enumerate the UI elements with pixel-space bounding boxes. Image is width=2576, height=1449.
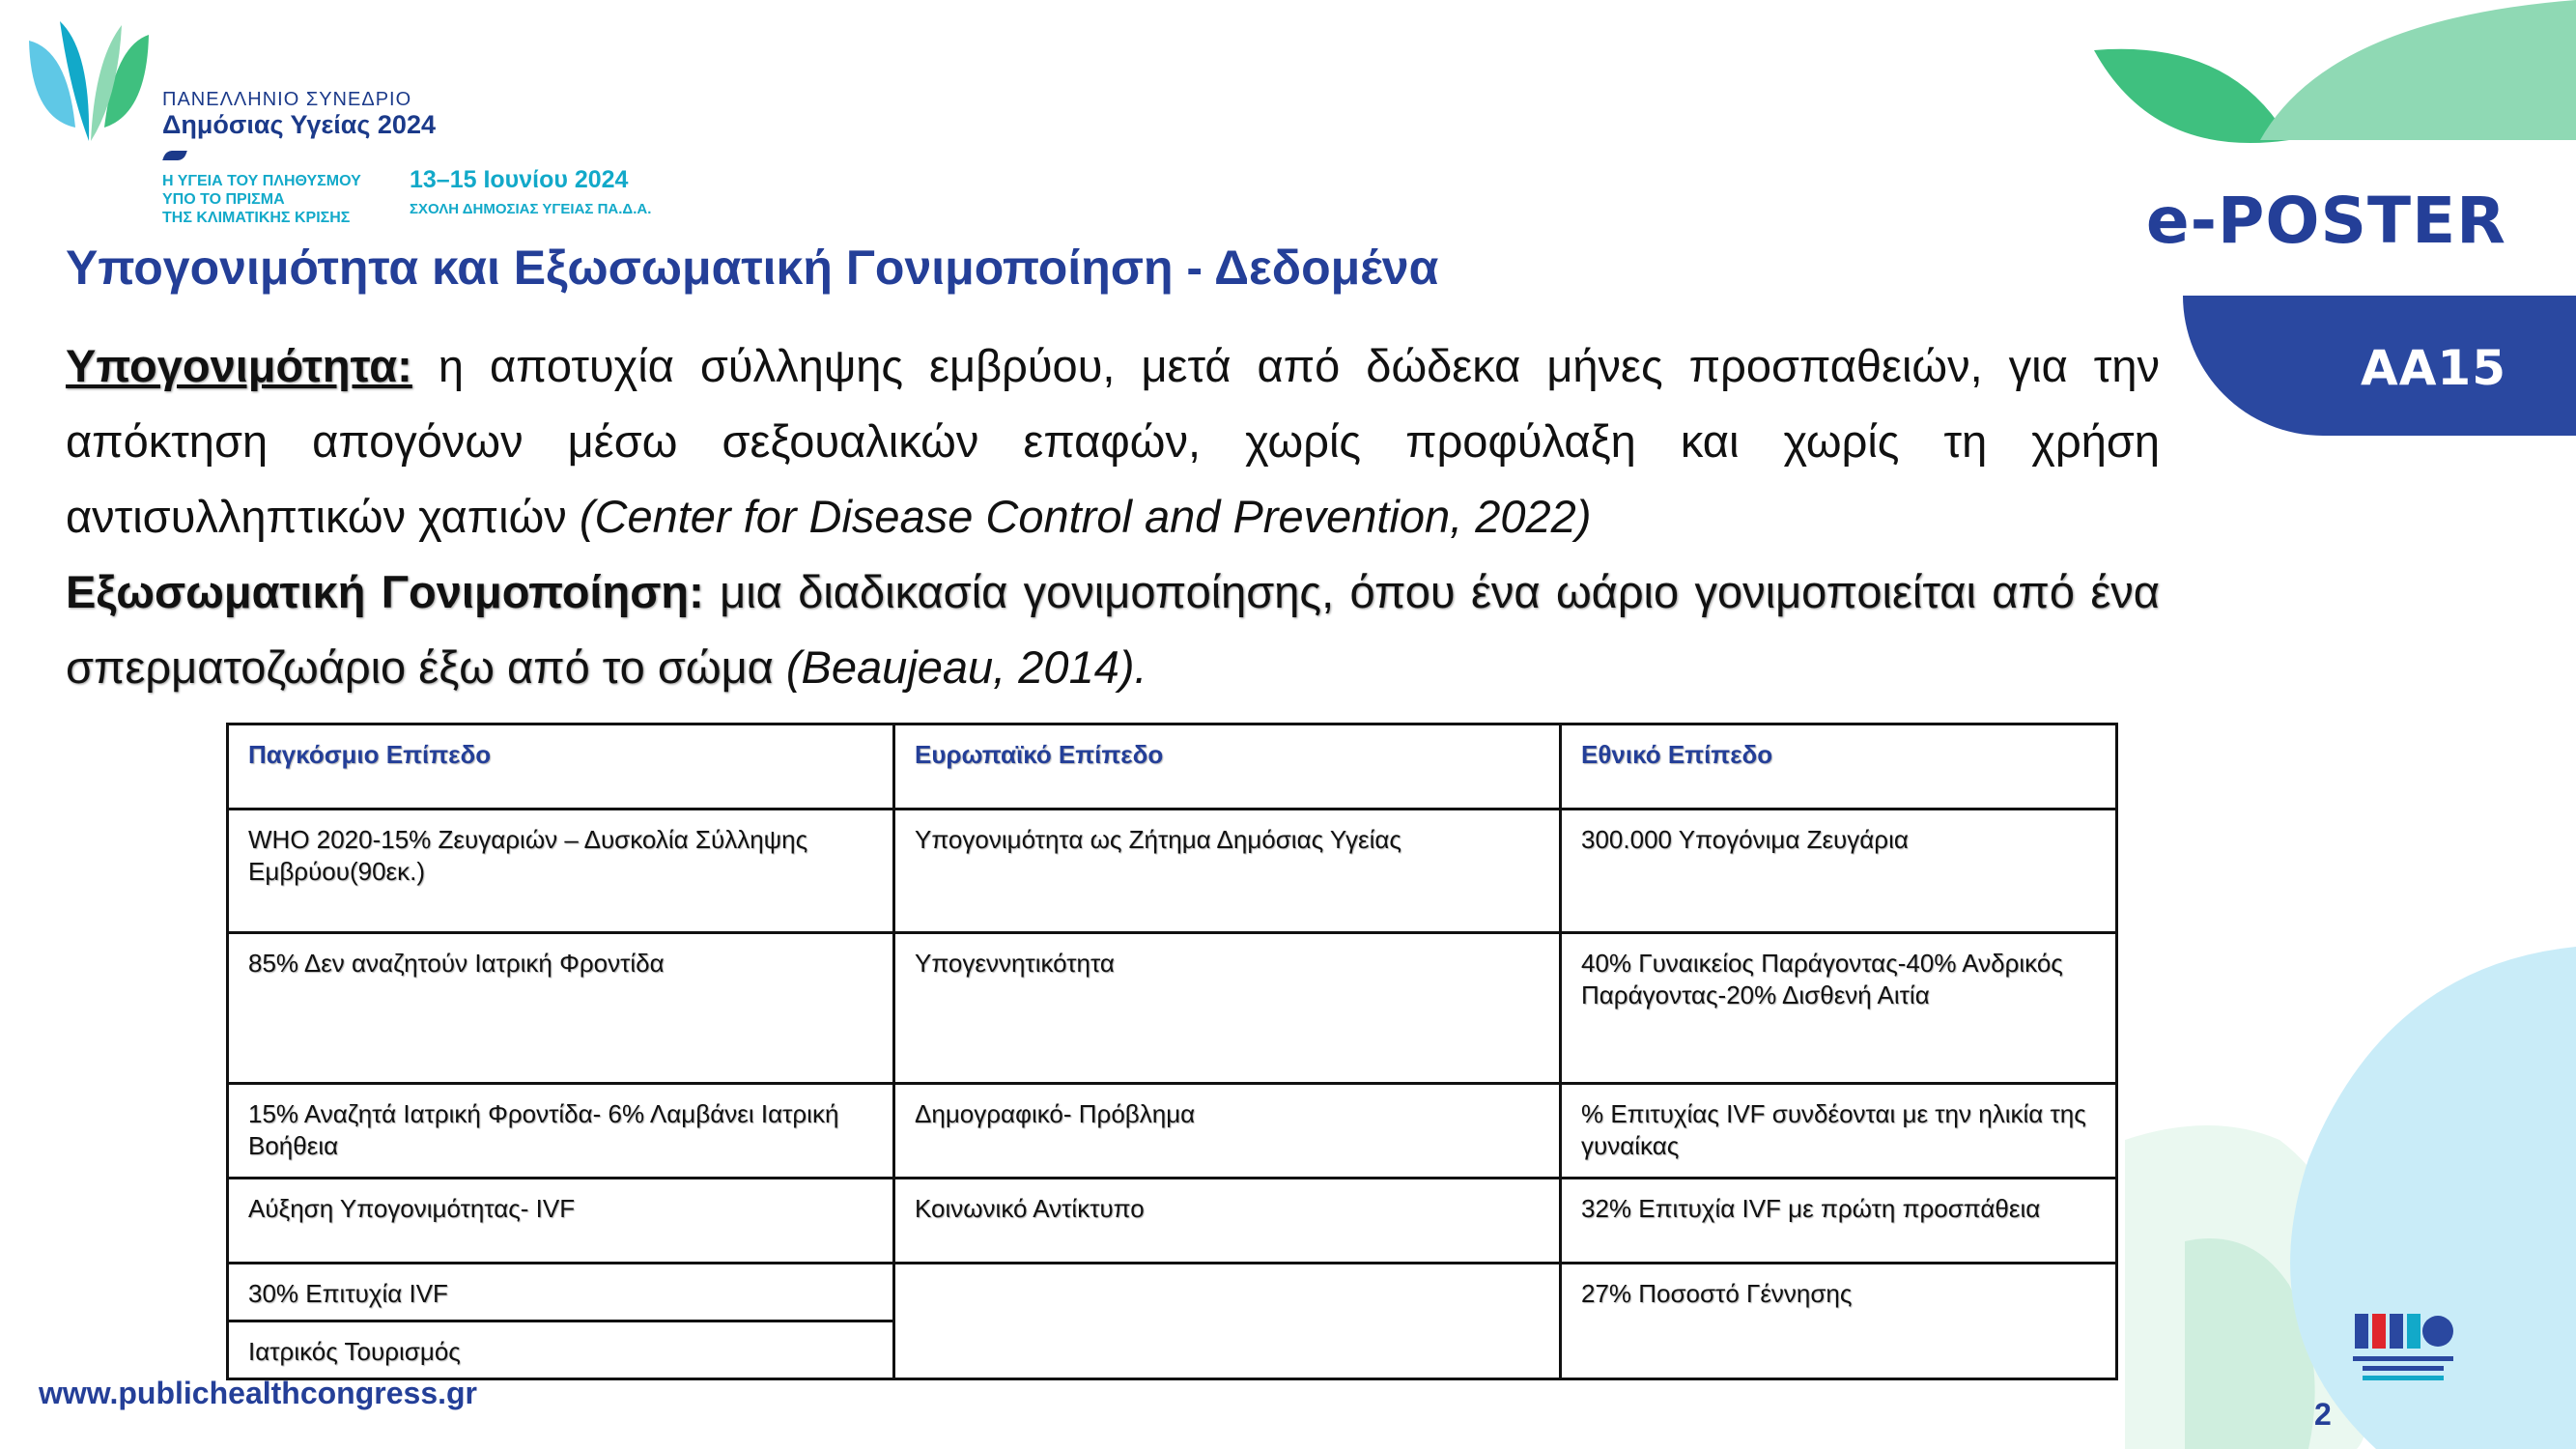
header-global: Παγκόσμιο Επίπεδο xyxy=(228,724,894,810)
table-cell: Υπογονιμότητα ως Ζήτημα Δημόσιας Υγείας xyxy=(894,810,1561,933)
table-cell: Δημογραφικό- Πρόβλημα xyxy=(894,1084,1561,1179)
definitions-paragraph xyxy=(66,328,2160,705)
table-cell: % Επιτυχίας IVF συνδέονται με την ηλικία της γυναίκας xyxy=(1561,1084,2117,1179)
term-infertility xyxy=(66,340,412,391)
definition-ivf: μια διαδικασία γονιμοποίησης, όπου ένα ωάριο γονιμοποιείται από ένα σπερματοζωάριο έξω από το σώμα xyxy=(66,566,2160,693)
congress-name-line1: ΠΑΝΕΛΛΗΝΙΟ ΣΥΝΕΔΡΙΟ xyxy=(162,89,412,110)
table-cell: 30% Επιτυχία IVF xyxy=(228,1264,894,1321)
term-infertility-text: Υπογονιμότητα: xyxy=(66,340,412,391)
page-number: 2 xyxy=(2314,1397,2332,1432)
table-row xyxy=(228,1084,2117,1179)
table-cell-empty xyxy=(894,1264,1561,1379)
reference-cdc: (Center for Disease Control and Prevention, 2022) xyxy=(579,491,1592,542)
congress-name-line2: Δημόσιας Υγείας 2024 xyxy=(162,110,436,139)
table-cell: 32% Επιτυχία IVF με πρώτη προσπάθεια xyxy=(1561,1179,2117,1264)
table-cell: Κοινωνικό Αντίκτυπο xyxy=(894,1179,1561,1264)
header-european: Ευρωπαϊκό Επίπεδο xyxy=(894,724,1561,810)
society-logo-svg xyxy=(2345,1310,2461,1389)
congress-school: ΣΧΟΛΗ ΔΗΜΟΣΙΑΣ ΥΓΕΙΑΣ ΠΑ.Δ.Α. xyxy=(410,201,652,217)
statistics-table xyxy=(226,723,2118,1380)
term-ivf: Εξωσωματική Γονιμοποίηση: xyxy=(66,566,704,617)
congress-subtitle xyxy=(162,172,361,227)
header-national: Εθνικό Επίπεδο xyxy=(1561,724,2117,810)
poster-code: ΑΑ15 xyxy=(2361,340,2506,396)
table-row xyxy=(228,1264,2117,1321)
leaf-green-shape xyxy=(2094,49,2289,143)
table-header-row xyxy=(228,724,2117,810)
table-cell: WHO 2020-15% Ζευγαριών – Δυσκολία Σύλληψης Εμβρύου(90εκ.) xyxy=(228,810,894,933)
table-row xyxy=(228,1179,2117,1264)
website-link[interactable]: www.publichealthcongress.gr xyxy=(39,1376,477,1410)
table-cell: 27% Ποσοστό Γέννησης xyxy=(1561,1264,2117,1379)
table-row xyxy=(228,810,2117,933)
table-cell: Αύξηση Υπογονιμότητας- IVF xyxy=(228,1179,894,1264)
eposter-label: e-POSTER xyxy=(2145,184,2506,258)
table-cell: 300.000 Υπογόνιμα Ζευγάρια xyxy=(1561,810,2117,933)
congress-subtitle-line: Η ΥΓΕΙΑ ΤΟΥ ΠΛΗΘΥΣΜΟΥ xyxy=(162,173,361,189)
table-row xyxy=(228,933,2117,1084)
leaf-mint-shape xyxy=(2260,0,2576,140)
leaf-logo-icon xyxy=(21,21,156,147)
slide-title: Υπογονιμότητα και Εξωσωματική Γονιμοποίηση - Δεδομένα xyxy=(66,241,1439,295)
table-cell: 85% Δεν αναζητούν Ιατρική Φροντίδα xyxy=(228,933,894,1084)
table-cell: Ιατρικός Τουρισμός xyxy=(228,1321,894,1379)
congress-subtitle-line: ΥΠΟ ΤΟ ΠΡΙΣΜΑ xyxy=(162,191,285,208)
reference-beaujeau: (Beaujeau, 2014). xyxy=(773,641,1147,693)
congress-dates: 13–15 Ιουνίου 2024 xyxy=(410,166,629,193)
society-logo-icon xyxy=(2345,1310,2461,1389)
table-cell: Υπογεννητικότητα xyxy=(894,933,1561,1084)
table-cell: 15% Αναζητά Ιατρική Φροντίδα- 6% Λαμβάνει Ιατρική Βοήθεια xyxy=(228,1084,894,1179)
congress-subtitle-line: ΤΗΣ ΚΛΙΜΑΤΙΚΗΣ ΚΡΙΣΗΣ xyxy=(162,210,351,226)
table-cell: 40% Γυναικείος Παράγοντας-40% Ανδρικός Παράγοντας-20% Δισθενή Αιτία xyxy=(1561,933,2117,1084)
definition-infertility: η αποτυχία σύλληψης εμβρύου, μετά από δώδεκα μήνες προσπαθειών, για την απόκτηση απογόνων μέσω σεξουαλικών επαφών, χωρίς προφύλαξη και χωρίς τη χρήση αντισυλληπτικών χαπιών xyxy=(66,340,2160,542)
